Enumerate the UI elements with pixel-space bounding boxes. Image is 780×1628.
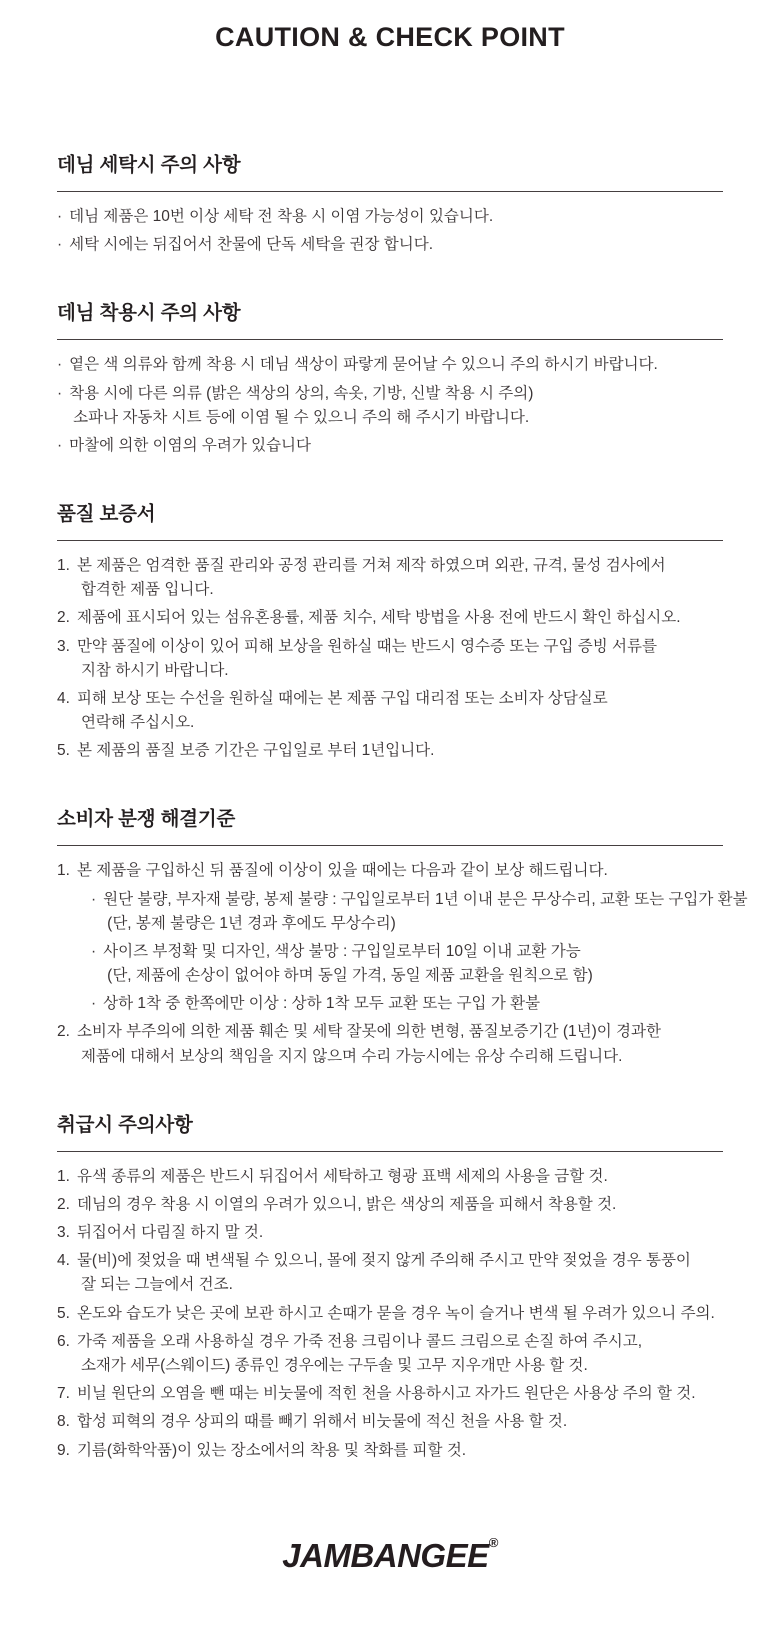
list-item: [57, 739, 723, 763]
item-line: 기름(화학악품)이 있는 장소에서의 착용 및 착화를 피할 것.: [76, 1441, 467, 1459]
item-marker: ·: [91, 890, 97, 908]
item-text: [69, 205, 493, 229]
list-item: [57, 1249, 723, 1297]
item-text: [77, 859, 608, 883]
section-divider: [57, 339, 723, 340]
item-line: 온도와 습도가 낮은 곳에 보관 하시고 손때가 묻을 경우 녹이 슬거나 변색 될 우려가 있으니 주의.: [76, 1304, 715, 1322]
item-line: 사이즈 부정확 및 디자인, 색상 불망 : 구입일로부터 10일 이내 교환 가능: [103, 942, 581, 960]
item-line: 유색 종류의 제품은 반드시 뒤집어서 세탁하고 형광 표백 세제의 사용을 금할 것.: [76, 1167, 608, 1185]
item-marker: ·: [57, 236, 63, 254]
registered-trademark-icon: ®: [488, 1534, 498, 1550]
sections-container: [57, 149, 748, 1463]
list-item: [57, 205, 723, 229]
list-item: [57, 1302, 723, 1326]
section-divider: [57, 845, 723, 846]
section-divider: [57, 191, 723, 192]
item-marker: 1.: [57, 1167, 70, 1185]
item-text: [77, 1221, 263, 1245]
item-line: 비닐 원단의 오염을 뺀 때는 비눗물에 적힌 천을 사용하시고 자가드 원단은 사용상 주의 할 것.: [76, 1385, 696, 1403]
section: [57, 803, 748, 1068]
item-text: [77, 1439, 466, 1463]
item-text: [77, 687, 608, 735]
list-item: [91, 992, 723, 1016]
item-line: 합격한 제품 입니다.: [80, 581, 214, 599]
list-item: [91, 940, 723, 988]
item-line: 피해 보상 또는 수선을 원하실 때에는 본 제품 구입 대리점 또는 소비자 상담실로: [76, 689, 608, 707]
item-marker: 1.: [57, 557, 70, 575]
list-item: [57, 353, 723, 377]
section-heading: 취급시 주의사항: [57, 1113, 193, 1136]
list-item: [57, 687, 723, 735]
list-item: [57, 1439, 723, 1463]
list-item: [57, 635, 723, 683]
item-text: [77, 1330, 642, 1378]
item-marker: 2.: [57, 1195, 70, 1213]
section-heading: 데님 세탁시 주의 사항: [57, 154, 241, 176]
item-line: 지참 하시기 바랍니다.: [80, 661, 229, 679]
item-line: 잘 되는 그늘에서 건조.: [80, 1276, 233, 1294]
item-marker: 1.: [57, 862, 70, 880]
section: [57, 297, 723, 458]
item-text: [69, 382, 533, 430]
item-text: [77, 1302, 715, 1326]
item-marker: 8.: [57, 1413, 70, 1431]
brand-logo: [57, 1534, 723, 1575]
item-marker: 4.: [57, 689, 70, 707]
brand-name: JAMBANGEE: [282, 1536, 489, 1574]
item-line: 데님 제품은 10번 이상 세탁 전 착용 시 이염 가능성이 있습니다.: [69, 208, 494, 225]
list-item: [57, 1330, 723, 1378]
section-heading: 데님 착용시 주의 사항: [57, 302, 241, 325]
page-title: CAUTION & CHECK POINT: [215, 22, 565, 52]
item-marker: 7.: [57, 1385, 70, 1403]
item-text: [77, 1020, 661, 1068]
item-text: [103, 992, 540, 1016]
item-marker: ·: [57, 208, 63, 225]
item-marker: ·: [91, 942, 97, 960]
item-line: 마찰에 의한 이염의 우려가 있습니다: [69, 436, 311, 454]
item-line: 뒤집어서 다림질 하지 말 것.: [76, 1224, 264, 1242]
item-text: [69, 233, 433, 257]
item-line: 만약 품질에 이상이 있어 피해 보상을 원하실 때는 반드시 영수증 또는 구입 증빙 서류를: [76, 637, 657, 655]
list-item: [57, 606, 723, 630]
list-item: [91, 888, 748, 936]
item-line: 제품에 대해서 보상의 책임을 지지 않으며 수리 가능시에는 유상 수리해 드립니다.: [80, 1047, 623, 1065]
item-text: [77, 1165, 608, 1189]
item-line: 소비자 부주의에 의한 제품 훼손 및 세탁 잘못에 의한 변형, 품질보증기간 (1년)이 경과한: [76, 1023, 661, 1041]
list-item: [57, 434, 723, 458]
item-marker: 5.: [57, 742, 70, 760]
item-line: 합성 피혁의 경우 상피의 때를 빼기 위해서 비눗물에 적신 천을 사용 할 것.: [76, 1413, 568, 1431]
item-text: [103, 940, 593, 988]
item-text: [77, 635, 657, 683]
item-text: [77, 554, 666, 602]
item-text: [77, 606, 681, 630]
item-marker: 9.: [57, 1441, 70, 1459]
list-item: [57, 859, 723, 883]
item-line: 본 제품을 구입하신 뒤 품질에 이상이 있을 때에는 다음과 같이 보상 해드립니다.: [76, 862, 608, 880]
item-marker: 4.: [57, 1252, 70, 1270]
item-marker: 5.: [57, 1304, 70, 1322]
item-line: 상하 1착 중 한쪽에만 이상 : 상하 1착 모두 교환 또는 구입 가 환불: [103, 995, 541, 1013]
item-text: [77, 739, 435, 763]
item-line: (단, 봉제 불량은 1년 경과 후에도 무상수리): [107, 914, 396, 932]
section: [57, 1109, 723, 1463]
list-item: [57, 554, 723, 602]
item-marker: 2.: [57, 1023, 70, 1041]
section: [57, 498, 723, 763]
item-text: [103, 888, 748, 936]
item-line: 데님의 경우 착용 시 이열의 우려가 있으니, 밝은 색상의 제품을 피해서 착용할 것.: [76, 1195, 617, 1213]
item-line: 본 제품은 엄격한 품질 관리와 공정 관리를 거쳐 제작 하였으며 외관, 규격, 물성 검사에서: [76, 557, 666, 575]
item-text: [69, 353, 658, 377]
list-item: [57, 1410, 723, 1434]
item-text: [77, 1249, 691, 1297]
item-text: [77, 1382, 696, 1406]
item-marker: ·: [57, 356, 63, 374]
item-line: (단, 제품에 손상이 없어야 하며 동일 가격, 동일 제품 교환을 원칙으로 함): [107, 967, 593, 985]
item-marker: 3.: [57, 637, 70, 655]
list-item: [57, 1221, 723, 1245]
section-heading: 품질 보증서: [57, 503, 156, 526]
section: [57, 149, 723, 257]
list-item: [57, 1382, 723, 1406]
item-line: 제품에 표시되어 있는 섬유혼용률, 제품 치수, 세탁 방법을 사용 전에 반드시 확인 하십시오.: [76, 609, 681, 627]
item-line: 원단 불량, 부자재 불량, 봉제 불량 : 구입일로부터 1년 이내 분은 무상수리, 교환 또는 구입가 환불: [103, 890, 748, 908]
list-item: [57, 233, 723, 257]
item-marker: 2.: [57, 609, 70, 627]
item-line: 본 제품의 품질 보증 기간은 구입일로 부터 1년입니다.: [76, 742, 435, 760]
item-line: 세탁 시에는 뒤집어서 찬물에 단독 세탁을 권장 합니다.: [69, 236, 434, 254]
item-marker: 3.: [57, 1224, 70, 1242]
item-line: 소파나 자동차 시트 등에 이염 될 수 있으니 주의 해 주시기 바랍니다.: [73, 408, 530, 426]
item-line: 소재가 세무(스웨이드) 종류인 경우에는 구두솔 및 고무 지우개만 사용 할 것.: [80, 1356, 588, 1374]
item-text: [69, 434, 311, 458]
item-marker: ·: [57, 384, 63, 402]
item-line: 가죽 제품을 오래 사용하실 경우 가죽 전용 크림이나 콜드 크림으로 손질 하여 주시고,: [76, 1332, 643, 1350]
item-line: 연락해 주십시오.: [80, 714, 195, 732]
section-divider: [57, 1151, 723, 1152]
section-divider: [57, 540, 723, 541]
list-item: [57, 1020, 723, 1068]
item-line: 착용 시에 다른 의류 (밝은 색상의 상의, 속옷, 기방, 신발 착용 시 주의): [69, 384, 534, 402]
list-item: [57, 1165, 723, 1189]
item-line: 옅은 색 의류와 함께 착용 시 데님 색상이 파랗게 묻어날 수 있으니 주의 하시기 바랍니다.: [69, 356, 658, 374]
item-text: [77, 1410, 567, 1434]
list-item: [57, 1193, 723, 1217]
item-line: 물(비)에 젖었을 때 변색될 수 있으니, 몰에 젖지 않게 주의해 주시고 만약 젖었을 경우 통풍이: [76, 1252, 691, 1270]
item-marker: 6.: [57, 1332, 70, 1350]
item-marker: ·: [57, 436, 63, 454]
item-marker: ·: [91, 995, 97, 1013]
list-item: [57, 382, 723, 430]
item-text: [77, 1193, 616, 1217]
section-heading: 소비자 분쟁 해결기준: [57, 808, 236, 831]
